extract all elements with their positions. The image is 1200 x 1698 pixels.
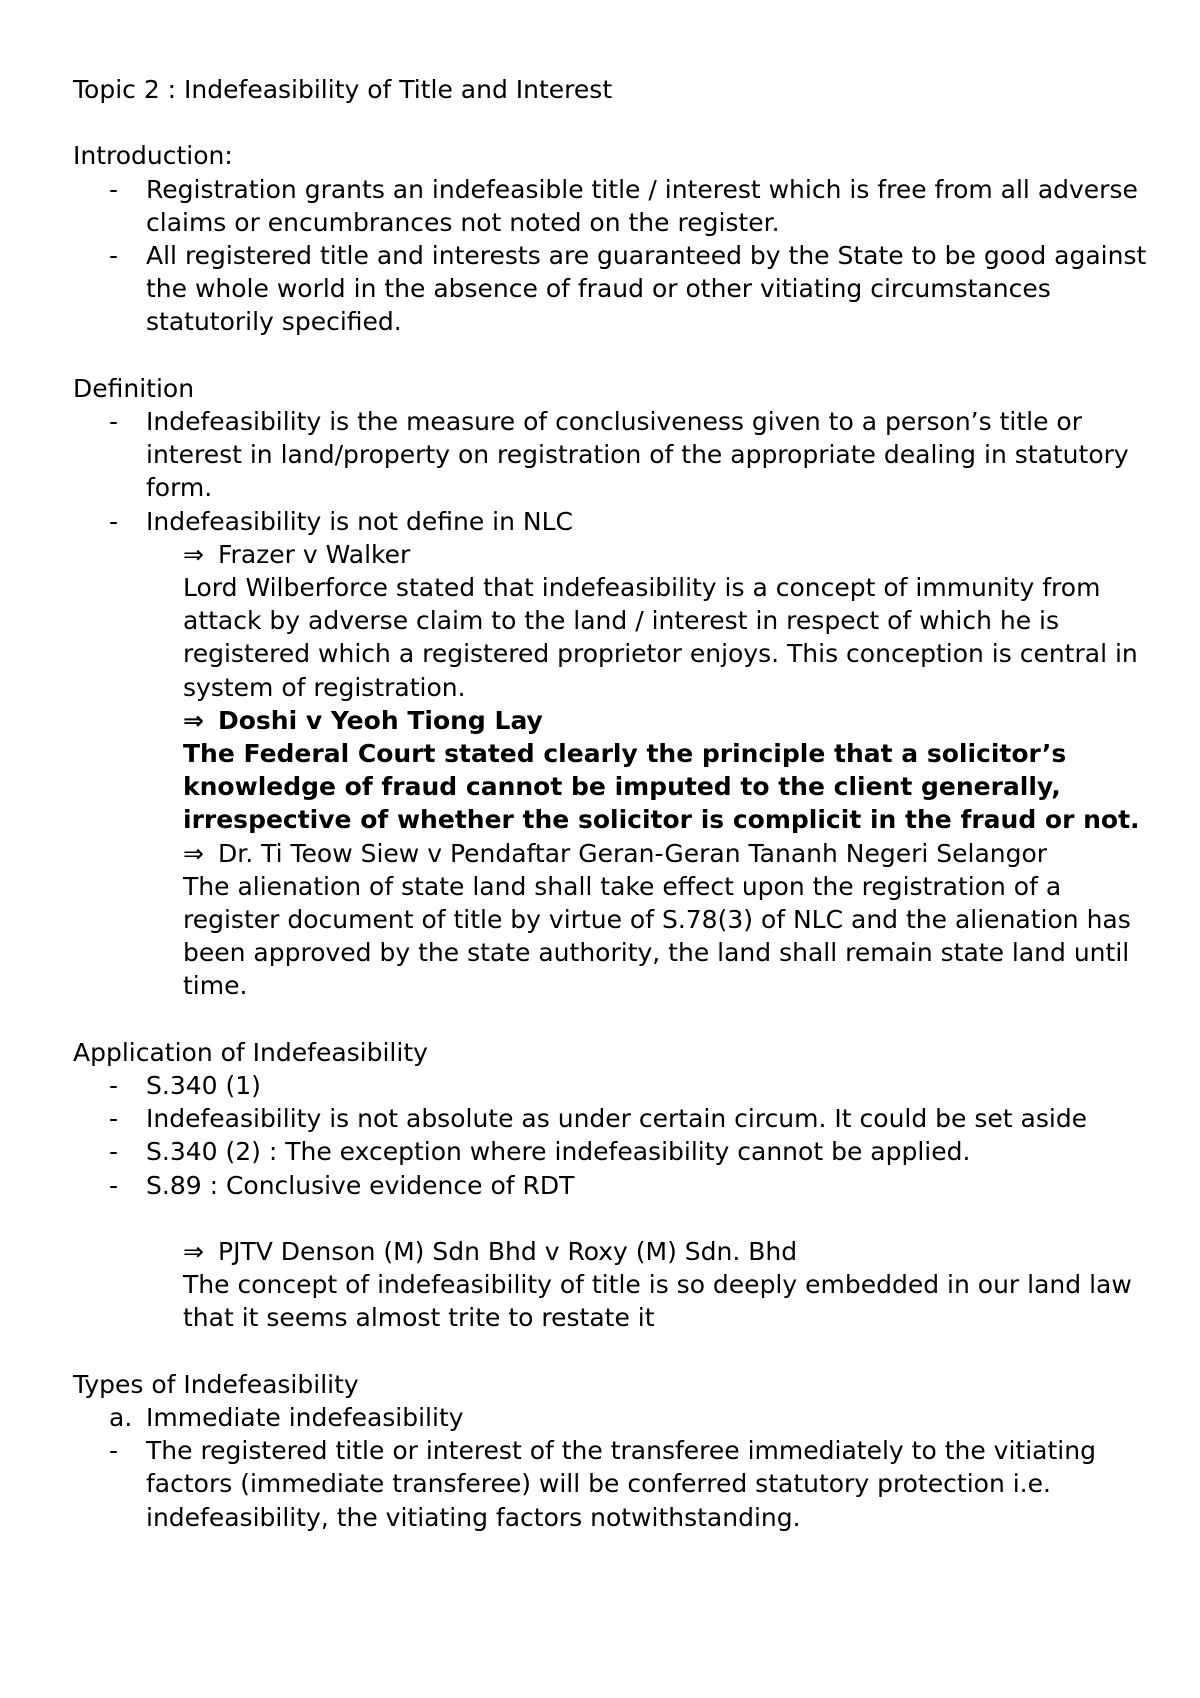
types-section — [73, 1368, 1153, 1534]
list-item — [73, 405, 1153, 505]
case-title — [73, 704, 1153, 737]
dash-bullet: - — [109, 174, 119, 204]
list-item-text: All registered title and interests are guaranteed by the State to be good against the whole world in the absence of fraud or other vitiating circumstances statutorily specified. — [146, 241, 1147, 337]
dash-bullet: - — [109, 1071, 119, 1101]
dash-bullet: - — [109, 241, 119, 270]
case-summary: The Federal Court stated clearly the principle that a solicitor’s knowledge of fraud cannot be imputed to the client generally, irrespective of whether the solicitor is complicit in the fraud or not. — [183, 739, 1140, 835]
spacer — [73, 1335, 1153, 1368]
application-heading: Application of Indefeasibility — [73, 1037, 428, 1067]
dash-bullet: - — [109, 1436, 119, 1466]
definition-heading: Definition — [73, 373, 195, 403]
spacer — [73, 1003, 1153, 1036]
spacer — [73, 106, 1153, 139]
document-body — [73, 73, 1153, 1534]
dash-bullet: - — [109, 407, 119, 436]
list-item-text: The registered title or interest of the transferee immediately to the vitiating factors (immediate transferee) will be conferred statutory protection i.e. indefeasibility, the vitiating factors notwithstanding. — [146, 1436, 1096, 1532]
list-item-text: Registration grants an indefeasible title / interest which is free from all adverse claims or encumbrances not noted on the register. — [146, 174, 1138, 237]
types-heading: Types of Indefeasibility — [73, 1369, 359, 1399]
case-title — [73, 837, 1153, 870]
list-item-text: Indefeasibility is not absolute as under certain circum. It could be set aside — [146, 1104, 1088, 1134]
spacer — [73, 339, 1153, 372]
application-section — [73, 1036, 1153, 1335]
dash-bullet: - — [109, 506, 119, 536]
dash-bullet: - — [109, 1104, 119, 1134]
case-name: Doshi v Yeoh Tiong Lay — [218, 705, 543, 735]
list-item-text: S.340 (2) : The exception where indefeasibility cannot be applied. — [146, 1137, 971, 1167]
case-name: PJTV Denson (M) Sdn Bhd v Roxy (M) Sdn. Bhd — [218, 1237, 798, 1267]
list-letter: a. — [109, 1403, 133, 1433]
list-item — [73, 505, 1153, 538]
introduction-section — [73, 139, 1153, 338]
list-item-text: Indefeasibility is not define in NLC — [146, 506, 573, 536]
case-summary: The concept of indefeasibility of title is so deeply embedded in our land law that it seems almost trite to restate it — [183, 1270, 1132, 1333]
list-item — [73, 173, 1153, 239]
dash-bullet: - — [109, 1170, 119, 1200]
list-item — [73, 1102, 1153, 1135]
case-name: Dr. Ti Teow Siew v Pendaftar Geran-Geran Tananh Negeri Selangor — [218, 838, 1048, 868]
list-item — [73, 1434, 1153, 1534]
arrow-icon: ⇒ — [183, 838, 204, 868]
introduction-heading: Introduction: — [73, 141, 233, 171]
list-item — [73, 1069, 1153, 1102]
spacer — [73, 1202, 1153, 1235]
case-summary: The alienation of state land shall take effect upon the registration of a register document of title by virtue of S.78(3) of NLC and the alienation has been approved by the state authority, the land shall remain state land until time. — [183, 871, 1131, 1001]
case-summary: Lord Wilberforce stated that indefeasibility is a concept of immunity from attack by adverse claim to the land / interest in respect of which he is registered which a registered proprietor enjoys. This conception is central in system of registration. — [183, 573, 1138, 702]
case-name: Frazer v Walker — [218, 539, 411, 569]
sub-heading-label: Immediate indefeasibility — [146, 1403, 464, 1433]
definition-section — [73, 372, 1153, 1003]
case-title — [73, 1235, 1153, 1268]
sub-heading — [73, 1401, 1153, 1434]
dash-bullet: - — [109, 1137, 119, 1167]
list-item-text: S.340 (1) — [146, 1071, 261, 1101]
list-item — [73, 1135, 1153, 1168]
list-item — [73, 239, 1153, 339]
list-item-text: Indefeasibility is the measure of conclusiveness given to a person’s title or interest in land/property on registration of the appropriate dealing in statutory form. — [146, 407, 1129, 503]
arrow-icon: ⇒ — [183, 539, 204, 569]
case-title — [73, 538, 1153, 571]
arrow-icon: ⇒ — [183, 705, 204, 735]
page-title: Topic 2 : Indefeasibility of Title and Interest — [73, 75, 613, 104]
list-item — [73, 1169, 1153, 1202]
arrow-icon: ⇒ — [183, 1237, 204, 1267]
list-item-text: S.89 : Conclusive evidence of RDT — [146, 1170, 575, 1200]
